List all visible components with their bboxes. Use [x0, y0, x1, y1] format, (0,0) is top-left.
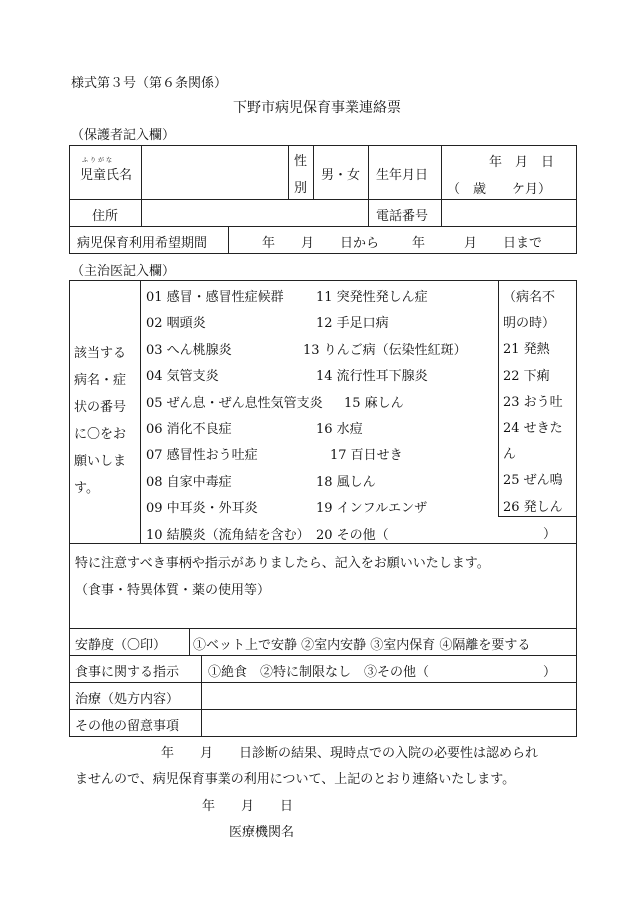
list-item[interactable]: 19 インフルエンザ [316, 501, 428, 517]
list-item[interactable]: 22 下痢 [503, 368, 550, 384]
table-border [368, 145, 369, 226]
sex-label-2: 別 [294, 181, 308, 196]
list-item[interactable]: 25 ぜん鳴 [503, 473, 563, 489]
table-border [313, 145, 314, 199]
other-notes-field[interactable] [202, 710, 576, 736]
table-border [498, 280, 499, 516]
list-item[interactable]: 20 その他（ [316, 527, 389, 543]
disease-list-right [303, 285, 467, 549]
list-item[interactable]: 07 感冒性おう吐症 [146, 448, 258, 464]
sex-label-1: 性 [294, 154, 308, 169]
list-item[interactable]: 04 気管支炎 [146, 369, 219, 385]
list-item[interactable]: 08 自家中毒症 [146, 474, 232, 490]
table-border [576, 145, 577, 253]
table-border [576, 280, 577, 736]
meal-close-paren: ） [543, 665, 557, 680]
period-to[interactable]: 年 月 日まで [412, 236, 543, 251]
child-name-field[interactable] [141, 146, 288, 199]
list-item[interactable]: 09 中耳炎・外耳炎 [146, 501, 258, 517]
phone-field[interactable] [441, 200, 576, 226]
list-item[interactable]: 21 発熱 [503, 342, 550, 358]
symptom-list: （病名不 明の時） 21 発熱 22 下痢 23 おう吐 24 せきた ん 25 ぜん鳴 26 発しん [503, 285, 563, 521]
table-border [140, 280, 141, 543]
list-item[interactable]: 13 りんご病（伝染性紅斑） [303, 342, 467, 358]
child-name-label: 児童氏名 [80, 168, 133, 183]
list-item[interactable]: 10 結膜炎（流角結を含む） [146, 527, 310, 543]
treatment-field[interactable] [202, 683, 576, 709]
instruction-text: 該当する 病名・症 状の番号 に〇をお 願いしま す。 [74, 346, 127, 496]
other-close-paren: ） [543, 527, 557, 542]
list-item[interactable]: 23 おう吐 [503, 394, 563, 410]
special-notes-line2: （食事・特異体質・薬の使用等） [75, 583, 271, 598]
phone-label: 電話番号 [376, 209, 429, 224]
table-border [69, 280, 577, 281]
table-border [69, 226, 577, 227]
institution-label: 医療機関名 [229, 825, 295, 840]
diagnosis-line2: ませんので、病児保育事業の利用について、上記のとおり連絡いたします。 [75, 772, 516, 787]
list-item[interactable]: 03 へん桃腺炎 [146, 342, 232, 358]
table-border [69, 145, 70, 253]
age-value: （ 歳 ケ月） [447, 182, 552, 197]
rest-options[interactable]: ①ベット上で安静 ②室内安静 ③室内保育 ④隔離を要する [193, 638, 531, 653]
child-name-ruby: ふりがな [82, 157, 115, 164]
table-border [69, 628, 577, 629]
dob-label: 生年月日 [376, 168, 429, 183]
period-from[interactable]: 年 月 日から [262, 236, 380, 251]
list-item[interactable]: 24 せきた [503, 421, 563, 437]
disease-list-left [146, 285, 323, 549]
period-label: 病児保育利用希望期間 [77, 236, 208, 251]
page-title: 下野市病児保育事業連絡票 [233, 100, 401, 116]
list-item[interactable]: 06 消化不良症 [146, 422, 232, 438]
section-guardian-label: （保護者記入欄） [71, 128, 176, 143]
address-field[interactable] [141, 200, 368, 226]
list-item[interactable]: 16 水痘 [316, 422, 363, 438]
sex-options[interactable]: 男・女 [321, 168, 361, 183]
other-notes-label: その他の留意事項 [75, 719, 180, 734]
list-item[interactable]: 12 手足口病 [316, 316, 389, 332]
list-item[interactable]: 26 発しん [503, 499, 563, 515]
meal-label: 食事に関する指示 [75, 665, 180, 680]
rest-label: 安静度（〇印） [75, 638, 167, 653]
table-border [189, 628, 190, 655]
table-border [288, 145, 289, 199]
dob-value[interactable]: 年 月 日 [489, 155, 555, 170]
table-border [69, 280, 70, 736]
table-border [69, 736, 577, 737]
list-item[interactable]: 05 ぜん息・ぜん息性気管支炎 [146, 395, 323, 411]
address-label: 住所 [92, 209, 119, 224]
form-number: 様式第３号（第６条関係） [71, 76, 228, 91]
list-item[interactable]: 18 風しん [316, 474, 376, 490]
list-item[interactable]: 17 百日せき [330, 448, 403, 464]
special-notes-line1: 特に注意すべき事柄や指示がありましたら、記入をお願いいたします。 [75, 556, 490, 571]
treatment-label: 治療（処方内容） [75, 692, 180, 707]
table-border [69, 655, 577, 656]
list-item[interactable]: 14 流行性耳下腺炎 [316, 369, 428, 385]
meal-options[interactable]: ①絶食 ②特に制限なし ③その他（ [208, 665, 430, 680]
section-doctor-label: （主治医記入欄） [71, 264, 176, 279]
table-border [69, 253, 577, 254]
list-item[interactable]: 15 麻しん [344, 395, 404, 411]
signature-date[interactable]: 年 月 日 [202, 799, 294, 814]
list-item[interactable]: 11 突発性発しん症 [316, 290, 428, 305]
list-item[interactable]: 02 咽頭炎 [146, 316, 206, 332]
special-notes-field[interactable] [70, 600, 576, 627]
list-item[interactable]: 01 感冒・感冒性症候群 [146, 290, 284, 305]
table-border [228, 226, 229, 253]
diagnosis-line1: 年 月 日診断の結果、現時点での入院の必要性は認められ [161, 746, 539, 761]
